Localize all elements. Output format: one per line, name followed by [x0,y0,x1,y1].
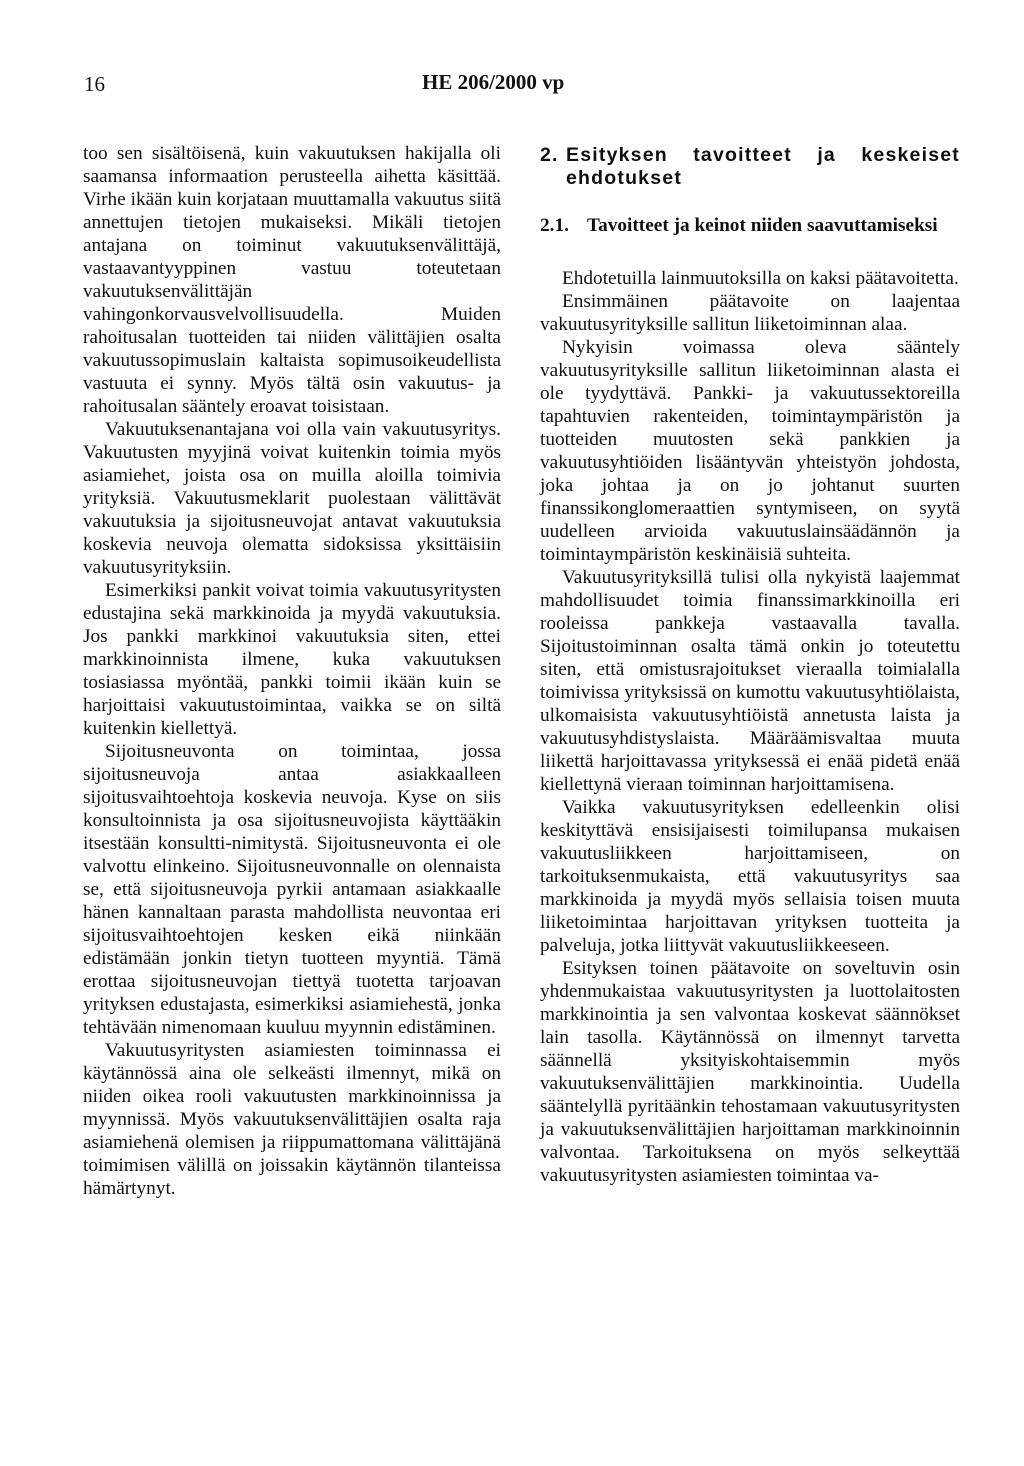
page-number: 16 [84,72,105,96]
right-column [540,144,960,1187]
section-number: 2. [540,144,559,166]
paragraph: Vakuutusyritysten asiamiesten toiminnassa ei käytännössä aina ole selkeästi ilmennyt, mikä on niiden oikea rooli vakuutusten markkinoinnissa ja myynnissä. Myös vakuutuksenvälittäjien osalta raja asiamiehenä olemisen ja riippumattomana välittäjänä toimimisen välillä on joissakin käytännön tilanteissa hämärtynyt. [83,1040,501,1199]
left-column [83,142,501,1200]
subsection-heading [540,214,960,237]
paragraph: Esityksen toinen päätavoite on soveltuvin osin yhdenmukaistaa vakuutusyritysten ja luottolaitosten markkinointia ja sen valvontaa koskevat säännökset lain tasolla. Käytännössä on ilmennyt tarvetta säännellä yksityiskohtaisemmin myös vakuutuksenvälittäjien markkinointia. Uudella sääntelyllä pyritäänkin tehostamaan vakuutusyritysten ja vakuutuksenvälittäjien harjoittaman markkinoinnin valvontaa. Tarkoituksena on myös selkeyttää vakuutusyritysten asiamiesten toimintaa va- [540,958,960,1186]
section-heading [540,144,960,190]
paragraph: Vakuutuksenantajana voi olla vain vakuutusyritys. Vakuutusten myyjinä voivat kuitenkin toimia myös asiamiehet, joista osa on muilla aloilla toimivia yrityksiä. Vakuutusmeklarit puolestaan välittävät vakuutuksia ja sijoitusneuvojat antavat vakuutuksia koskevia neuvoja olematta sidoksissa yksittäisiin vakuutusyrityksiin. [83,419,501,578]
paragraph: Sijoitusneuvonta on toimintaa, jossa sijoitusneuvoja antaa asiakkaalleen sijoitusvaihtoehtoja koskevia neuvoja. Kyse on siis konsultoinnista ja osa sijoitusneuvojista käyttääkin itsestään konsultti-nimitystä. Sijoitusneuvonta ei ole valvottu elinkeino. Sijoitusneuvonnalle on olennaista se, että sijoitusneuvoja pyrkii antamaan asiakkaalle hänen kannaltaan parasta mahdollista neuvontaa eri sijoitusvaihtoehtojen kesken eikä niinkään edistämään jonkin tietyn tuotteen myyntiä. Tämä erottaa sijoitusneuvojan tiettyä tuotetta tarjoavan yrityksen edustajasta, esimerkiksi asiamiehestä, jonka tehtävään nimenomaan kuuluu myynnin edistäminen. [83,741,501,1038]
paragraph: Vaikka vakuutusyrityksen edelleenkin olisi keskityttävä ensisijaisesti toimilupansa mukaisen vakuutusliikkeen harjoittamiseen, on tarkoituksenmukaista, että vakuutusyritys saa markkinoida ja myydä myös sellaisia toisen muuta liiketoimintaa harjoittavan yrityksen tuotteita ja palveluja, jotka liittyvät vakuutusliikkeeseen. [540,797,960,956]
paragraph: too sen sisältöisenä, kuin vakuutuksen hakijalla oli saamansa informaation perusteella aihetta käsittää. Virhe ikään kuin korjataan muuttamalla vakuutus siitä annettujen tietojen mukaiseksi. Mikäli tietojen antajana on toiminut vakuutuksenvälittäjä, vastaavantyyppinen vastuu toteutetaan vakuutuksenvälittäjän vahingonkorvausvelvollisuudella. Muiden rahoitusalan tuotteiden tai niiden välittäjien osalta vakuutussopimuslain kaltaista sopimusoikeudellista vastuuta ei synny. Myös tältä osin vakuutus- ja rahoitusalan sääntely eroavat toisistaan. [83,143,501,417]
paragraph: Ensimmäinen päätavoite on laajentaa vakuutusyrityksille sallitun liiketoiminnan alaa. [540,291,960,335]
subsection-title: Tavoitteet ja keinot niiden saavuttamiseksi [587,215,938,236]
paragraph: Vakuutusyrityksillä tulisi olla nykyistä laajemmat mahdollisuudet toimia finanssimarkkinoilla eri rooleissa pankkeja vastaavalla tavalla. Sijoitustoiminnan osalta tämä onkin jo toteutettu siten, että omistusrajoitukset vieraalla toimialalla toimivissa yrityksissä on kumottu vakuutusyhtiölaista, ulkomaisista vakuutusyhtiöistä annetusta laista ja vakuutusyhdistyslaista. Määräämisvaltaa muuta liikettä harjoittavassa yrityksessä ei enää pidetä enää kiellettynä vieraan toiminnan harjoittamisena. [540,567,960,795]
running-head: HE 206/2000 vp [422,70,565,94]
subsection-number: 2.1. [540,215,569,236]
section-title: Esityksen tavoitteet ja keskeiset ehdotukset [566,144,960,189]
paragraph: Nykyisin voimassa oleva sääntely vakuutusyrityksille sallitun liiketoiminnan alasta ei ole tyydyttävä. Pankki- ja vakuutussektoreilla tapahtuvien rakenteiden, toimintaympäristön ja tuotteiden muutosten sekä pankkien ja vakuutusyhtiöiden lisääntyvän yhteistyön johdosta, joka johtaa ja on jo johtanut suurten finanssikonglomeraattien syntymiseen, on syytä uudelleen arvioida vakuutuslainsäädännön ja toimintaympäristön keskinäisiä suhteita. [540,337,960,565]
paragraph: Ehdotetuilla lainmuutoksilla on kaksi päätavoitetta. [562,268,959,289]
paragraph: Esimerkiksi pankit voivat toimia vakuutusyritysten edustajina sekä markkinoida ja myydä vakuutuksia. Jos pankki markkinoi vakuutuksia siten, ettei markkinoinnista ilmene, kuka vakuutuksen tosiasiassa myöntää, pankki toimii ikään kuin se harjoittaisi vakuutustoimintaa, vaikka se on siltä kuitenkin kiellettyä. [83,580,501,739]
